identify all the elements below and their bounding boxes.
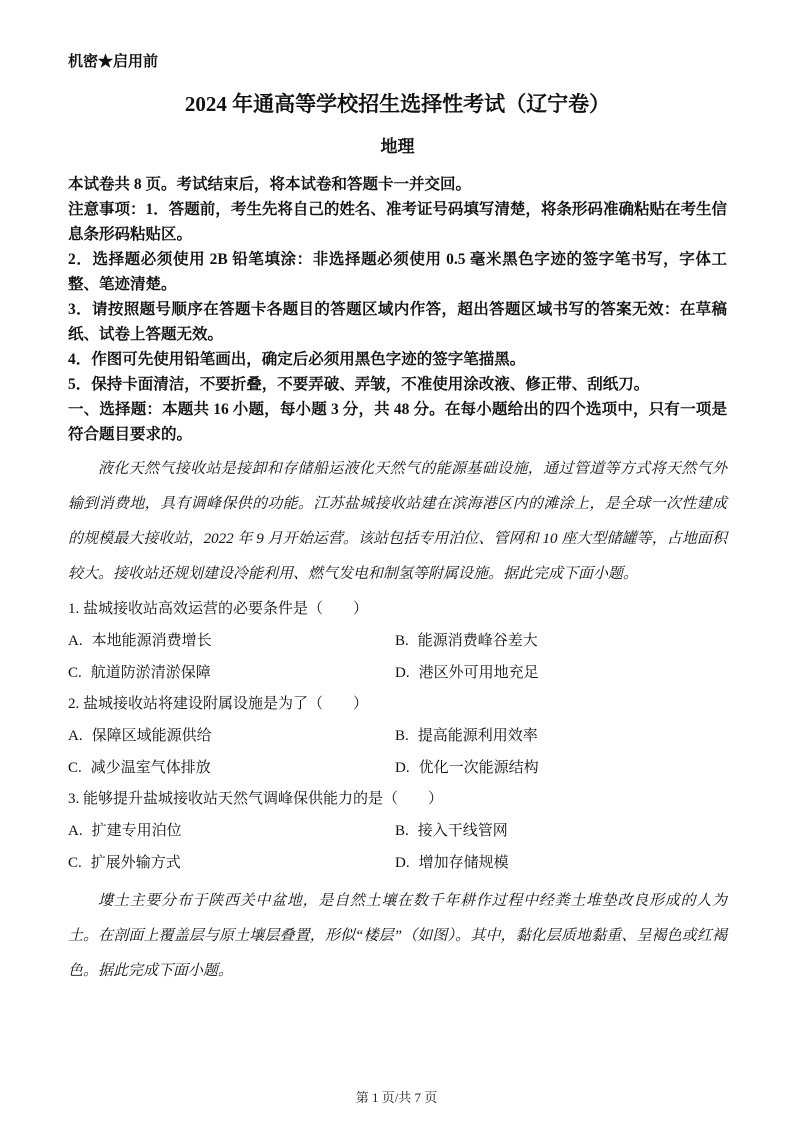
page-footer: 第 1 页/共 7 页 (355, 1090, 438, 1105)
option-text: 优化一次能源结构 (418, 760, 539, 776)
option-label: C. (68, 855, 82, 871)
notice-item-3: 3．请按照题号顺序在答题卡各题目的答题区域内作答，超出答题区域书写的答案无效：在草稿纸、试卷上答题无效。 (68, 301, 727, 343)
question-2-stem: 2. 盐城接收站将建设附属设施是为了（ ） (68, 696, 369, 712)
question-2-option-a (68, 720, 395, 752)
option-label: A. (68, 823, 83, 839)
option-text: 接入干线管网 (417, 823, 508, 839)
question-1 (68, 594, 727, 689)
question-1-option-a (68, 625, 395, 657)
option-label: A. (68, 633, 83, 649)
option-label: C. (68, 665, 82, 681)
question-3-options (68, 815, 727, 879)
question-2-option-c (68, 752, 395, 784)
question-3-option-c (68, 847, 395, 879)
question-2-options (68, 720, 727, 784)
option-label: A. (68, 728, 83, 744)
passage-lng-station: 液化天然气接收站是接卸和存储船运液化天然气的能源基础设施，通过管道等方式将天然气外输到消费地，具有调峰保供的功能。江苏盐城接收站建在滨海港区内的滩涂上，是全球一次性建成的规模最大接收站，2022 年 9 月开始运营。该站包括专用泊位、管网和 10 座大型储罐等，占地面积较大。接收站还规划建设冷能利用、燃气发电和制氢等附属设施。据此完成下面小题。 (68, 461, 727, 582)
notice-item-5: 5．保持卡面清洁，不要折叠，不要弄破、弄皱，不准使用涂改液、修正带、刮纸刀。 (68, 376, 650, 393)
option-text: 减少温室气体排放 (90, 760, 211, 776)
question-1-option-c (68, 657, 395, 689)
option-label: D. (395, 760, 410, 776)
option-label: B. (395, 823, 409, 839)
option-text: 扩建专用泊位 (91, 823, 182, 839)
option-label: D. (395, 665, 410, 681)
option-text: 航道防淤清淤保障 (90, 665, 211, 681)
option-text: 港区外可用地充足 (418, 665, 539, 681)
question-3 (68, 784, 727, 879)
page-title: 2024 年通高等学校招生选择性考试（辽宁卷） (184, 92, 611, 116)
notice-item-1 (68, 197, 727, 247)
notice-item-2: 2．选择题必须使用 2B 铅笔填涂：非选择题必须使用 0.5 毫米黑色字迹的签字笔书写，字体工整、笔迹清楚。 (68, 251, 727, 293)
notice-text-1: 1．答题前，考生先将自己的姓名、准考证号码填写清楚，将条形码准确粘贴在考生信息条形码粘贴区。 (68, 201, 727, 243)
question-1-stem: 1. 盐城接收站高效运营的必要条件是（ ） (68, 601, 369, 617)
option-text: 能源消费峰谷差大 (417, 633, 538, 649)
question-1-options (68, 625, 727, 689)
option-label: D. (395, 855, 410, 871)
option-label: B. (395, 633, 409, 649)
question-3-option-d (395, 847, 727, 879)
option-text: 本地能源消费增长 (91, 633, 212, 649)
option-label: B. (395, 728, 409, 744)
question-2-option-b (395, 720, 727, 752)
question-3-option-b (395, 815, 727, 847)
option-text: 增加存储规模 (418, 855, 509, 871)
section-heading: 一、选择题：本题共 16 小题，每小题 3 分，共 48 分。在每小题给出的四个选项中，只有一项是符合题目要求的。 (68, 401, 727, 443)
question-1-option-d (395, 657, 727, 689)
question-2-option-d (395, 752, 727, 784)
option-text: 扩展外输方式 (90, 855, 181, 871)
security-notice: 机密★启用前 (68, 54, 159, 70)
option-text: 提高能源利用效率 (417, 728, 538, 744)
option-label: C. (68, 760, 82, 776)
question-3-stem: 3. 能够提升盐城接收站天然气调峰保供能力的是（ ） (68, 791, 444, 807)
question-2 (68, 689, 727, 784)
passage-lou-soil: 塿土主要分布于陕西关中盆地，是自然土壤在数千年耕作过程中经粪土堆垫改良形成的人为土。在剖面上覆盖层与原土壤层叠置，形似“楼层”（如图）。其中，黏化层质地黏重、呈褐色或红褐色。据此完成下面小题。 (68, 893, 727, 979)
option-text: 保障区域能源供给 (91, 728, 212, 744)
notice-item-4: 4．作图可先使用铅笔画出，确定后必须用黑色字迹的签字笔描黑。 (68, 351, 526, 368)
notice-label: 注意事项： (68, 201, 146, 218)
question-1-option-b (395, 625, 727, 657)
exam-intro: 本试卷共 8 页。考试结束后，将本试卷和答题卡一并交回。 (68, 176, 472, 193)
subject-title: 地理 (380, 137, 415, 156)
question-3-option-a (68, 815, 395, 847)
